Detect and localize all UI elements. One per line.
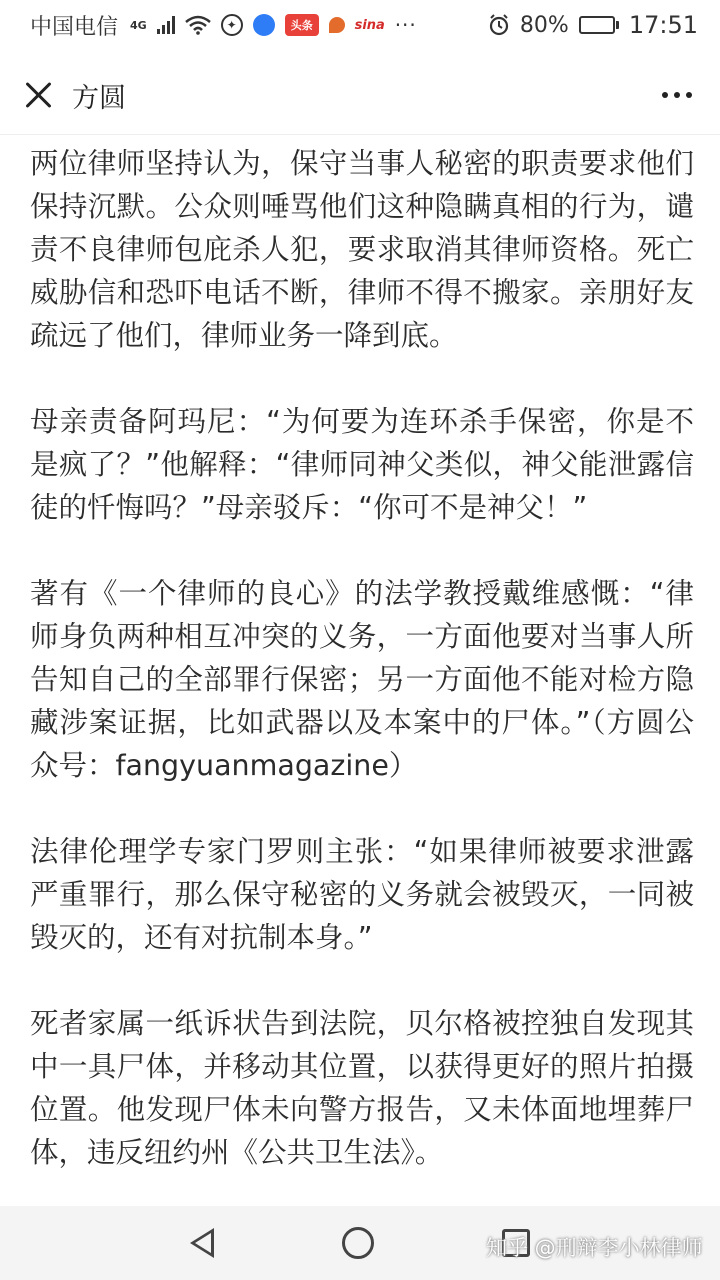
header-divider: [0, 134, 720, 135]
page-title: 方圆: [72, 82, 126, 114]
vpn-icon: ✦: [221, 14, 243, 36]
wifi-icon: [185, 15, 211, 35]
article-paragraph: 死者家属一纸诉状告到法院，贝尔格被控独自发现其中一具尸体，并移动其位置，以获得更好的照片拍摄位置。他发现尸体未向警方报告，又未体面地埋葬尸体，违反纽约州《公共卫生法》。: [30, 1007, 694, 1169]
weibo-icon: sina: [354, 17, 385, 33]
article-paragraph: 著有《一个律师的良心》的法学教授戴维感慨：“律师身负两种相互冲突的义务，一方面他要对当事人所告知自己的全部罪行保密；另一方面他不能对检方隐藏涉案证据，比如武器以及本案中的尸体。”（方圆公众号：fangyuanmagazine）: [30, 577, 694, 782]
network-type: 4G: [130, 18, 147, 32]
location-pin-icon: [329, 17, 345, 33]
status-right: [488, 11, 698, 39]
status-left: [30, 10, 417, 41]
article-header: [0, 62, 720, 128]
more-menu-icon[interactable]: [658, 82, 696, 108]
battery-icon: [579, 16, 619, 34]
app-icon: [253, 14, 275, 36]
clock-time: 17:51: [628, 11, 698, 39]
signal-icon: [157, 16, 175, 34]
more-notifications-icon: ···: [394, 13, 417, 37]
article-paragraph: 两位律师坚持认为，保守当事人秘密的职责要求他们保持沉默。公众则唾骂他们这种隐瞒真相的行为，谴责不良律师包庇杀人犯，要求取消其律师资格。死亡威胁信和恐吓电话不断，律师不得不搬家。亲朋好友疏远了他们，律师业务一降到底。: [30, 147, 694, 352]
status-bar: [0, 0, 720, 50]
carrier-name: 中国电信: [30, 14, 119, 40]
toutiao-icon: 头条: [285, 14, 319, 36]
alarm-icon: [488, 14, 510, 36]
home-circle-icon[interactable]: [342, 1227, 374, 1259]
article-body: [30, 142, 694, 1217]
watermark: 知乎 @刑辩李小林律师: [486, 1236, 703, 1260]
article-paragraph: 母亲责备阿玛尼：“为何要为连环杀手保密，你是不是疯了？”他解释：“律师同神父类似，神父能泄露信徒的忏悔吗？”母亲驳斥：“你可不是神父！”: [30, 405, 694, 524]
battery-percent: 80%: [519, 12, 569, 38]
article-paragraph: 法律伦理学专家门罗则主张：“如果律师被要求泄露严重罪行，那么保守秘密的义务就会被毁灭，一同被毁灭的，还有对抗制本身。”: [30, 835, 694, 954]
close-icon[interactable]: [24, 80, 54, 110]
back-triangle-icon[interactable]: [190, 1228, 214, 1258]
